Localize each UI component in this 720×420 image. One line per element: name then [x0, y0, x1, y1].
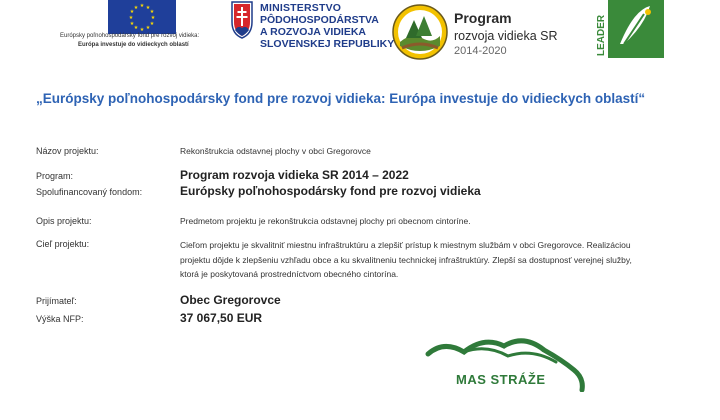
svg-text:★: ★ [150, 15, 156, 21]
leader-logo-icon [594, 0, 664, 58]
description-label: Opis projektu: [36, 216, 92, 226]
svg-text:★: ★ [133, 25, 139, 31]
fund-label: Spolufinancovaný fondom: [36, 187, 143, 197]
goal-paragraph [180, 238, 694, 282]
svg-text:★: ★ [129, 21, 135, 27]
ministry-line-2: PÔDOHOSPODÁRSTVA [260, 14, 379, 26]
svg-text:★: ★ [145, 5, 151, 11]
project-name-label: Názov projektu: [36, 146, 99, 156]
program-logo-years: 2014-2020 [454, 45, 507, 57]
ministry-line-3: A ROZVOJA VIDIEKA [260, 26, 366, 38]
goal-line-1: Cieľom projektu je skvalitniť miestnu infraštruktúru a zlepšiť prístup k miestnym službám v obci Gregorovce. Realizáciou [180, 240, 631, 250]
svg-text:★: ★ [139, 3, 145, 9]
ministry-line-1: MINISTERSTVO [260, 2, 342, 14]
leader-logo-text: LEADER [596, 14, 607, 56]
project-name-value: Rekonštrukcia odstavnej plochy v obci Gregorovce [180, 146, 371, 156]
mas-straze-logo-text: MAS STRÁŽE [456, 372, 546, 387]
svg-text:★: ★ [149, 9, 155, 15]
ministry-logo-text [260, 2, 394, 50]
eu-stars-icon [108, 0, 176, 34]
eu-caption-line1: Európsky poľnohospodársky fond pre rozvoj vidieka: [60, 33, 200, 39]
svg-text:★: ★ [149, 21, 155, 27]
program-logo-title: Program [454, 10, 512, 26]
recipient-value: Obec Gregorovce [180, 293, 281, 307]
page-headline: „Európsky poľnohospodársky fond pre rozvoj vidieka: Európa investuje do vidieckych oblastí“ [36, 91, 646, 106]
program-label: Program: [36, 171, 74, 181]
svg-text:★: ★ [128, 15, 134, 21]
goal-line-3: ktorá je poskytovaná prostredníctvom obecného cintorína. [180, 269, 399, 279]
svg-text:★: ★ [139, 27, 145, 33]
recipient-label: Prijímateľ: [36, 296, 77, 306]
slovak-coat-of-arms-icon [230, 0, 254, 40]
svg-text:★: ★ [129, 9, 135, 15]
nfp-label: Výška NFP: [36, 314, 84, 324]
program-logo-subtitle: rozvoja vidieka SR [454, 29, 558, 43]
description-value: Predmetom projektu je rekonštrukcia odstavnej plochy pri obecnom cintoríne. [180, 216, 471, 226]
fund-value: Európsky poľnohospodársky fond pre rozvoj vidieka [180, 184, 481, 198]
goal-line-2: projektu dôjde k zlepšeniu vzhľadu obce a ku skvalitneniu technickej infraštruktúry. Zlepší sa dostupnosť verejnej služby, [180, 254, 632, 265]
program-value: Program rozvoja vidieka SR 2014 – 2022 [180, 168, 409, 182]
goal-label: Cieľ projektu: [36, 239, 90, 249]
eu-caption-line2: Európa investuje do vidieckych oblastí [78, 42, 189, 48]
svg-text:★: ★ [145, 25, 151, 31]
rural-development-program-logo-icon [392, 2, 448, 62]
nfp-value: 37 067,50 EUR [180, 311, 263, 325]
svg-text:★: ★ [133, 5, 139, 11]
eu-flag-logo [108, 0, 176, 34]
ministry-line-4: SLOVENSKEJ REPUBLIKY [260, 38, 395, 50]
